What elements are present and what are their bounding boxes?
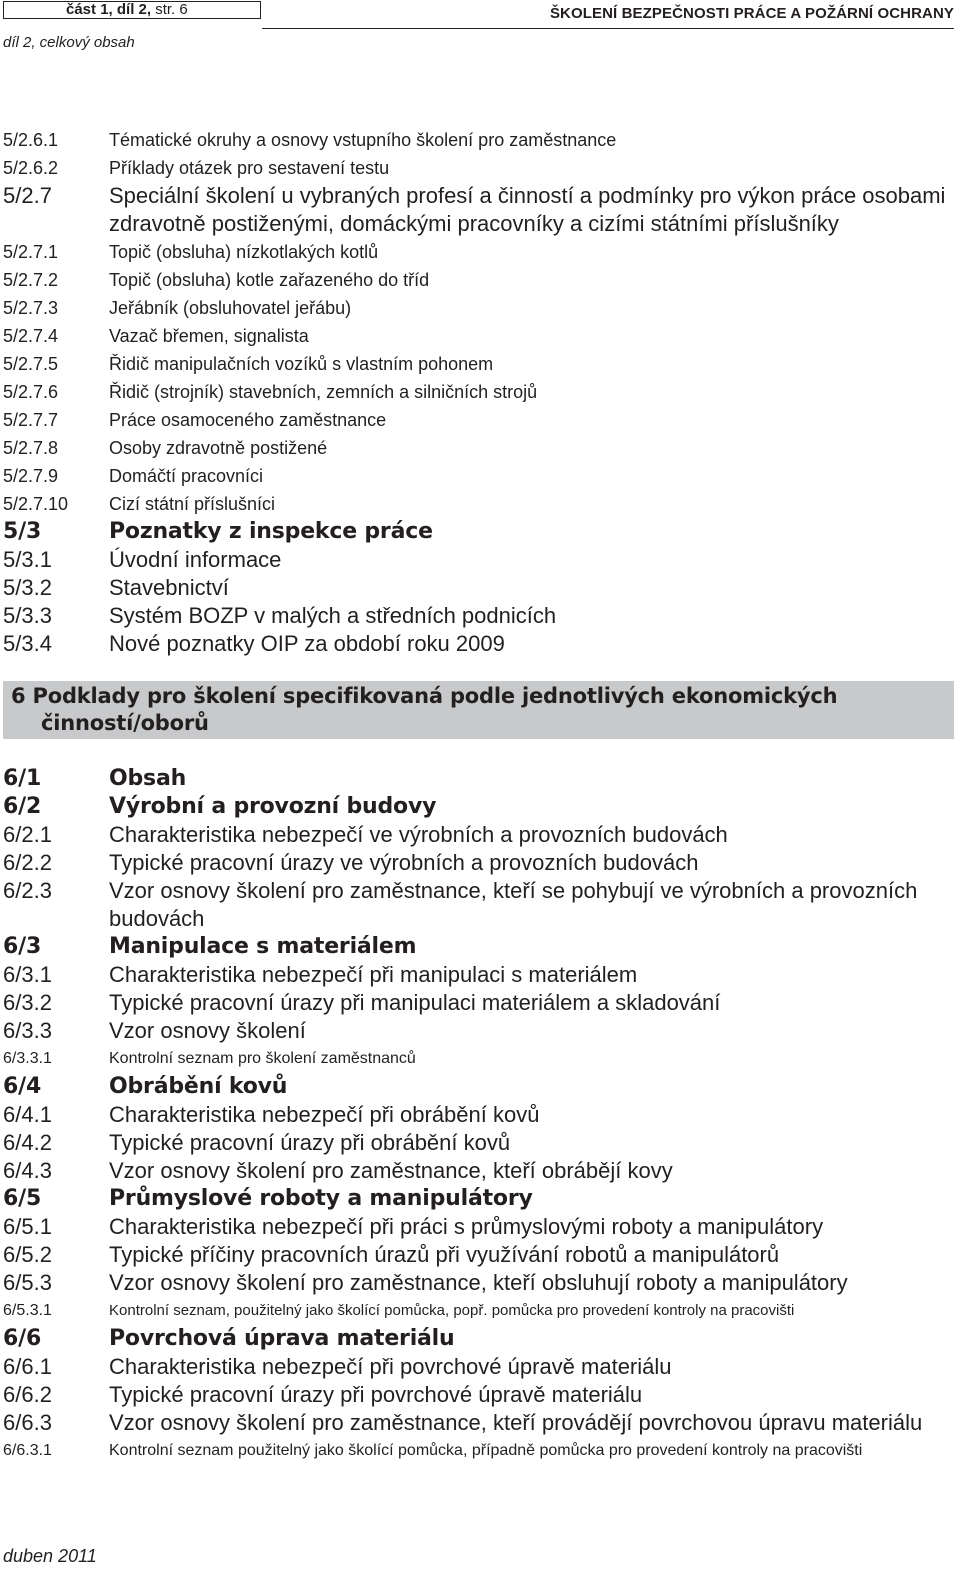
toc-number: 6/6.2 <box>3 1382 52 1407</box>
toc-number: 5/2.7.8 <box>3 438 59 458</box>
toc-number: 5/3 <box>3 519 42 544</box>
toc-row <box>0 1073 960 1101</box>
toc-row <box>0 322 960 350</box>
toc-number: 5/2.7 <box>3 183 52 208</box>
toc-number: 6/1 <box>3 766 42 791</box>
toc-row <box>0 1017 960 1045</box>
toc-number: 6/4.3 <box>3 1158 52 1183</box>
toc-number: 6/5.3.1 <box>3 1302 52 1319</box>
toc-number: 6/3.3.1 <box>3 1050 52 1067</box>
toc-row <box>0 546 960 574</box>
toc-title: Příklady otázek pro sestavení testu <box>109 158 390 178</box>
toc-title: Poznatky z inspekce práce <box>109 519 433 544</box>
toc-row <box>0 1045 960 1073</box>
toc-title: Charakteristika nebezpečí při manipulaci s materiálem <box>109 962 638 987</box>
toc-title: Vzor osnovy školení pro zaměstnance, kteří provádějí povrchovou úpravu materiálu <box>109 1410 923 1435</box>
toc-title: Výrobní a provozní budovy <box>109 794 437 819</box>
toc-number: 5/2.7.3 <box>3 298 59 318</box>
toc-number: 6/2 <box>3 794 42 819</box>
toc-title: Topič (obsluha) kotle zařazeného do tříd <box>109 270 430 290</box>
toc-title: Charakteristika nebezpečí při obrábění kovů <box>109 1102 540 1127</box>
toc-number: 5/3.3 <box>3 603 52 628</box>
toc-row <box>0 1437 960 1493</box>
toc-number: 5/3.2 <box>3 575 52 600</box>
toc-title: Obsah <box>109 766 187 791</box>
toc-row <box>0 1185 960 1213</box>
toc-number: 5/2.6.2 <box>3 158 59 178</box>
toc-row <box>0 1381 960 1409</box>
toc-row <box>0 574 960 602</box>
toc-title: Charakteristika nebezpečí ve výrobních a provozních budovách <box>109 822 728 847</box>
header-rule <box>262 28 954 29</box>
toc-number: 6/4.2 <box>3 1130 52 1155</box>
toc-number: 6/6.3 <box>3 1410 52 1435</box>
toc-row <box>0 1241 960 1269</box>
toc-title: Manipulace s materiálem <box>109 934 417 959</box>
header-subtitle: díl 2, celkový obsah <box>3 34 135 51</box>
toc-row <box>0 490 960 518</box>
toc-title: Kontrolní seznam použitelný jako školící pomůcka, případně pomůcka pro provedení kontroly na pracovišti <box>109 1442 863 1459</box>
toc-row <box>0 238 960 266</box>
toc-number: 5/3.4 <box>3 631 52 656</box>
toc-row <box>0 793 960 821</box>
toc-title: Tématické okruhy a osnovy vstupního školení pro zaměstnance <box>109 130 617 150</box>
toc-row <box>0 434 960 462</box>
toc-title: Domáčtí pracovníci <box>109 466 264 486</box>
toc-title: Charakteristika nebezpečí při práci s průmyslovými roboty a manipulátory <box>109 1214 824 1239</box>
toc-title: Charakteristika nebezpečí při povrchové úpravě materiálu <box>109 1354 672 1379</box>
toc-title: Povrchová úprava materiálu <box>109 1326 455 1351</box>
toc-title: Cizí státní příslušníci <box>109 494 276 514</box>
toc-title: Vzor osnovy školení <box>109 1018 306 1043</box>
section-title <box>11 683 941 737</box>
toc-row <box>0 1213 960 1241</box>
toc-row <box>0 126 960 154</box>
toc-row <box>0 1157 960 1185</box>
toc-row <box>0 182 960 238</box>
toc-row <box>0 989 960 1017</box>
toc-number: 5/2.7.10 <box>3 494 69 514</box>
toc-number: 6/5 <box>3 1186 42 1211</box>
toc-row <box>0 1409 960 1437</box>
toc-row <box>0 462 960 490</box>
toc-row <box>0 877 960 933</box>
toc-number: 6/2.1 <box>3 822 52 847</box>
toc-number: 6/6.1 <box>3 1354 52 1379</box>
toc-number: 6/3 <box>3 934 42 959</box>
toc-title: Úvodní informace <box>109 547 282 572</box>
toc-part-6 <box>0 765 960 1493</box>
toc-number: 5/2.7.6 <box>3 382 59 402</box>
toc-row <box>0 294 960 322</box>
toc-title: Typické pracovní úrazy při manipulaci materiálem a skladování <box>109 990 721 1015</box>
toc-row <box>0 406 960 434</box>
toc-title: Nové poznatky OIP za období roku 2009 <box>109 631 505 656</box>
toc-title: Kontrolní seznam, použitelný jako školící pomůcka, popř. pomůcka pro provedení kontroly na pracovišti <box>109 1302 795 1319</box>
toc-title: Vzor osnovy školení pro zaměstnance, kteří se pohybují ve výrobních a provozních budovách <box>109 878 918 931</box>
toc-title: Jeřábník (obsluhovatel jeřábu) <box>109 298 352 318</box>
header-title: ŠKOLENÍ BEZPEČNOSTI PRÁCE A POŽÁRNÍ OCHRANY <box>549 5 954 22</box>
toc-number: 5/2.7.9 <box>3 466 59 486</box>
toc-part-5 <box>0 126 960 658</box>
toc-title: Typické pracovní úrazy při povrchové úpravě materiálu <box>109 1382 643 1407</box>
toc-row <box>0 602 960 630</box>
toc-number: 5/2.7.4 <box>3 326 59 346</box>
toc-title: Vzor osnovy školení pro zaměstnance, kteří obrábějí kovy <box>109 1158 673 1183</box>
toc-number: 6/2.2 <box>3 850 52 875</box>
toc-title: Vazač břemen, signalista <box>109 326 309 346</box>
toc-number: 5/2.7.7 <box>3 410 59 430</box>
toc-row <box>0 765 960 793</box>
section-title-line1: 6 Podklady pro školení specifikovaná podle jednotlivých ekonomických <box>11 684 838 708</box>
header-part-label: část 1, díl 2, <box>66 1 152 18</box>
toc-row <box>0 961 960 989</box>
toc-number: 6/3.2 <box>3 990 52 1015</box>
toc-title: Řidič manipulačních vozíků s vlastním pohonem <box>109 354 494 374</box>
toc-title: Typické pracovní úrazy ve výrobních a provozních budovách <box>109 850 699 875</box>
toc-title: Obrábění kovů <box>109 1074 288 1099</box>
toc-number: 5/3.1 <box>3 547 52 572</box>
toc-title: Průmyslové roboty a manipulátory <box>109 1186 533 1211</box>
header-part-box <box>3 1 261 19</box>
footer-date: duben 2011 <box>3 1546 97 1566</box>
toc-title: Topič (obsluha) nízkotlakých kotlů <box>109 242 379 262</box>
toc-row <box>0 350 960 378</box>
toc-title: Osoby zdravotně postižené <box>109 438 328 458</box>
toc-title: Typické příčiny pracovních úrazů při využívání robotů a manipulátorů <box>109 1242 780 1267</box>
toc-number: 6/3.1 <box>3 962 52 987</box>
toc-title: Systém BOZP v malých a středních podnicích <box>109 603 557 628</box>
toc-title: Práce osamoceného zaměstnance <box>109 410 387 430</box>
toc-row <box>0 1325 960 1353</box>
toc-title: Kontrolní seznam pro školení zaměstnanců <box>109 1050 416 1067</box>
toc-number: 6/5.2 <box>3 1242 52 1267</box>
toc-title: Stavebnictví <box>109 575 229 600</box>
header-page-label: str. 6 <box>155 1 188 18</box>
toc-title: Řidič (strojník) stavebních, zemních a silničních strojů <box>109 382 538 402</box>
toc-number: 6/5.1 <box>3 1214 52 1239</box>
toc-number: 6/5.3 <box>3 1270 52 1295</box>
toc-number: 5/2.7.5 <box>3 354 59 374</box>
toc-number: 6/6 <box>3 1326 42 1351</box>
toc-row <box>0 154 960 182</box>
toc-row <box>0 1101 960 1129</box>
toc-number: 5/2.7.2 <box>3 270 59 290</box>
toc-row <box>0 266 960 294</box>
toc-row <box>0 378 960 406</box>
toc-row <box>0 1297 960 1325</box>
toc-number: 6/6.3.1 <box>3 1442 52 1459</box>
toc-number: 6/4 <box>3 1074 42 1099</box>
toc-row <box>0 518 960 546</box>
toc-row <box>0 933 960 961</box>
toc-row <box>0 1269 960 1297</box>
toc-number: 5/2.6.1 <box>3 130 59 150</box>
toc-row <box>0 630 960 658</box>
section-title-line2: činností/oborů <box>41 711 209 735</box>
toc-row <box>0 849 960 877</box>
toc-number: 6/3.3 <box>3 1018 52 1043</box>
toc-number: 6/2.3 <box>3 878 52 903</box>
toc-title: Speciální školení u vybraných profesí a činností a podmínky pro výkon práce osobami zdravotně postiženými, domáckými pracovníky a cizími státními příslušníky <box>109 183 946 236</box>
toc-row <box>0 821 960 849</box>
toc-row <box>0 1353 960 1381</box>
toc-title: Vzor osnovy školení pro zaměstnance, kteří obsluhují roboty a manipulátory <box>109 1270 848 1295</box>
toc-row <box>0 1129 960 1157</box>
toc-number: 6/4.1 <box>3 1102 52 1127</box>
toc-title: Typické pracovní úrazy při obrábění kovů <box>109 1130 511 1155</box>
toc-number: 5/2.7.1 <box>3 242 59 262</box>
